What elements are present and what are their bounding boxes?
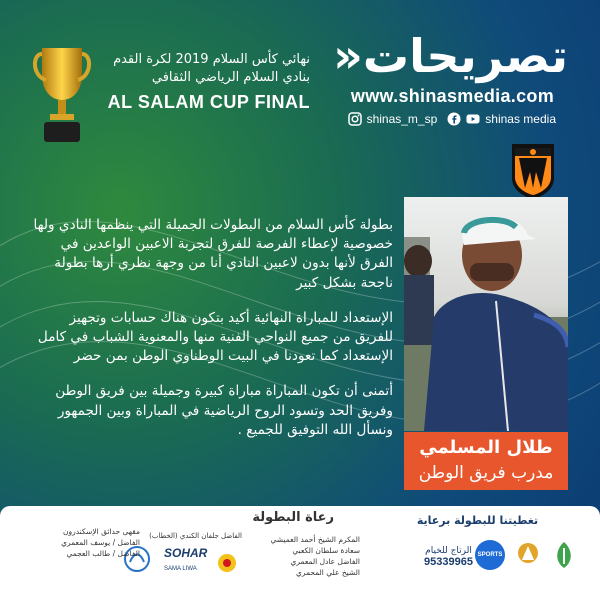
sponsor-3: الفاضل عادل المعمري (290, 557, 360, 566)
statement-paragraph-2: الإستعداد للمباراة النهائية أكيد بتكون هناك حسابات وتجهيز للفريق من جميع النواحي الفنية منها والمعنوية الشباب في كامل الإستعداد كما تعودنا في البيت الوطناوي الوطن بمن حضر (37, 309, 393, 365)
event-text (100, 52, 310, 113)
coverage-label: تغطيتنا للبطولة برعاية (416, 514, 539, 527)
trophy-icon (32, 40, 92, 150)
tent-sponsor (424, 546, 473, 568)
sponsor-1: المكرم الشيخ أحمد العميشي (270, 535, 360, 544)
club-crest-icon (510, 142, 556, 200)
sponsor-small-text: الفاضل جلفان الكندي (الخطاب) (149, 532, 242, 540)
statement-paragraph-3: أتمنى أن تكون المباراة مباراة كبيرة وجميلة بين فريق الوطن وفريق الحد وتسود الروح الرياضية في المباراة وبين الجمهور ونسأل الله التوفيق للجميع . (55, 383, 393, 438)
coach-photo (404, 197, 568, 431)
social-instagram[interactable] (348, 112, 438, 126)
instagram-icon (348, 112, 362, 126)
sponsor-list-2 (44, 526, 140, 559)
tent-label: الرتاج للخيام (425, 546, 472, 556)
statement-paragraph-1: بطولة كأس السلام من البطولات الجميلة التي ينظمها النادي ولها خصوصية لإعطاء الفرصة للفرق لتجربة الاعبين الواعدين في الفرق لأنها بدون لاعبين النادي أنا من وجهة نظري أرها بطولة ناجحة بشكل كبير (33, 217, 393, 291)
sponsor-logo-green-icon (551, 540, 577, 570)
social-fb-youtube[interactable] (447, 112, 556, 126)
social-links (348, 112, 556, 126)
coach-illustration (404, 197, 568, 431)
sports-logo: SPORTS (475, 540, 505, 570)
sponsor-logo-gold-icon (515, 540, 541, 570)
sponsor-6: الفاضل / يوسف المعمري (61, 538, 140, 547)
coach-name: طلال المسلمي (419, 437, 553, 458)
sponsor-4: الشيخ علي المحمري (295, 568, 360, 577)
sponsor-list-1 (242, 534, 360, 578)
fb-youtube-handle: shinas media (485, 112, 556, 126)
website-link[interactable]: www.shinasmedia.com (350, 86, 554, 106)
event-line-1: نهائي كأس السلام 2019 لكرة القدم (113, 52, 310, 67)
youtube-icon (466, 112, 480, 126)
facebook-icon (447, 112, 461, 126)
sponsors-footer (0, 506, 600, 600)
coach-name-card (404, 432, 568, 490)
statement (28, 216, 393, 456)
tent-phone: 95339965 (424, 556, 473, 568)
coverage-logos (475, 540, 577, 570)
instagram-handle: shinas_m_sp (366, 112, 438, 126)
sohar-logo: SOHAR (164, 546, 208, 560)
event-line-3: AL SALAM CUP FINAL (107, 92, 310, 112)
page-title: تصريحات« (333, 29, 568, 83)
sponsor-2: سعادة سلطان الكعبي (292, 546, 360, 555)
sponsor-logo-yellow-icon (216, 552, 238, 574)
sponsors-label: رعاة البطولة (252, 510, 334, 525)
coverage-section (370, 514, 585, 568)
coach-role: مدرب فريق الوطن (418, 463, 554, 483)
event-header (20, 24, 310, 144)
sponsor-5: مقهى حدائق الإسكندرون (62, 527, 140, 536)
event-line-2: بنادي السلام الرياضي الثقافي (151, 70, 310, 85)
sponsor-7: الفاضل / طالب العجمي (66, 549, 140, 558)
club-logo-text: SAMA LIWA (164, 566, 197, 572)
